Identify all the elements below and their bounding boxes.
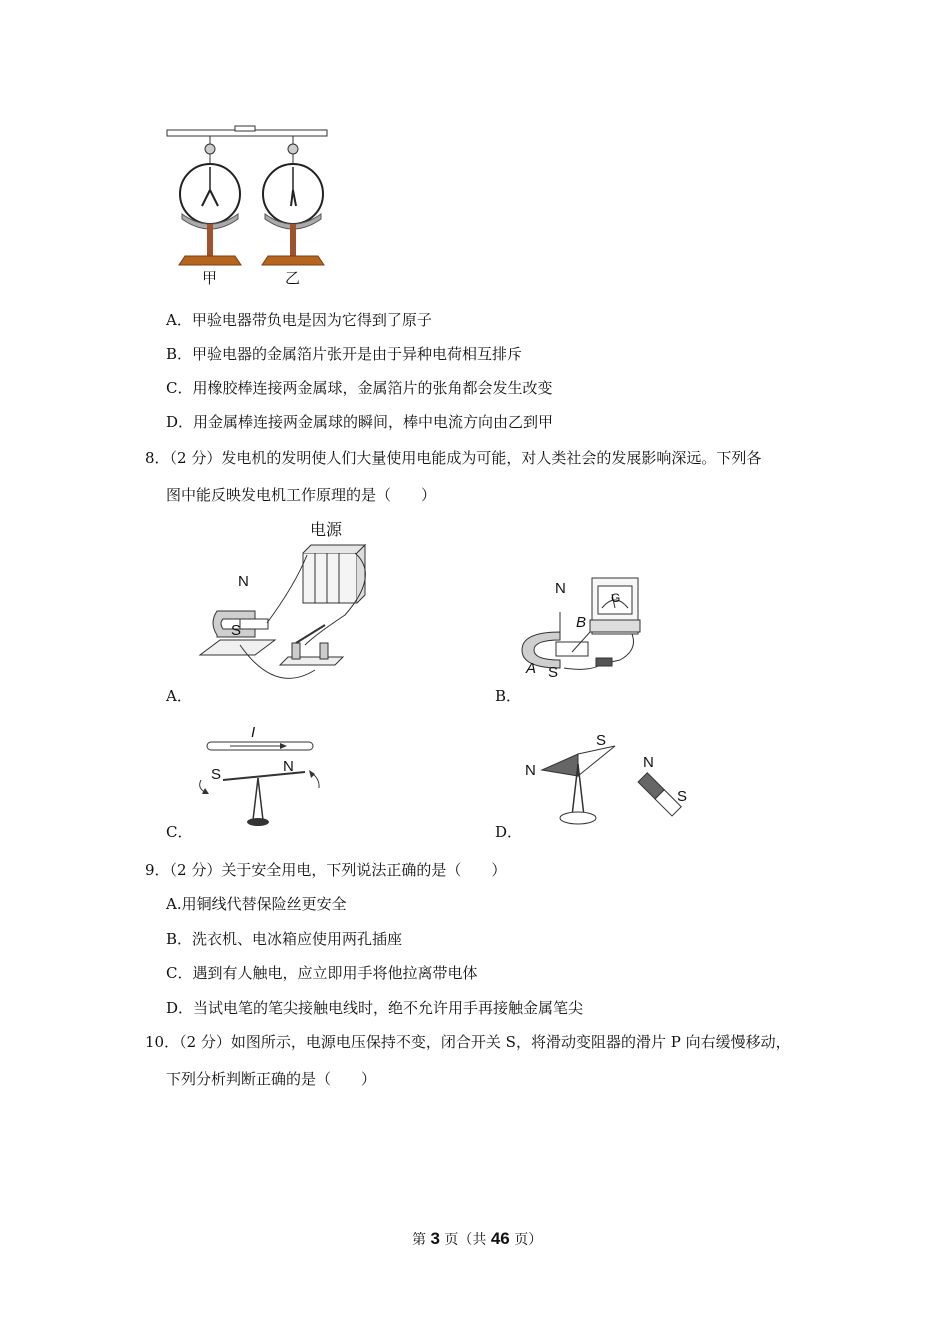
- option-text: 用铜线代替保险丝更安全: [181, 895, 347, 913]
- footer-middle: 页（共: [439, 1232, 491, 1248]
- q8-figure-d: [520, 730, 695, 830]
- fig-b-g-label: G: [611, 591, 621, 605]
- option-text: 用橡胶棒连接两金属球，金属箔片的张角都会发生改变: [192, 379, 553, 397]
- footer-prefix: 第: [412, 1232, 431, 1248]
- fig-b-a-label: A: [526, 660, 537, 677]
- q8-option-a-letter: A．: [166, 687, 192, 705]
- q7-option-c: [166, 378, 553, 398]
- electroscope-drawing: [165, 122, 335, 292]
- question-number: 9．: [145, 861, 170, 879]
- fig-d-needle-n-label: N: [525, 762, 536, 779]
- q9-option-c: [166, 963, 478, 983]
- option-letter: A.: [166, 895, 182, 913]
- question-score: （2 分）: [169, 449, 222, 467]
- q9-stem: [145, 860, 506, 880]
- fig-c-s-label: S: [211, 766, 222, 783]
- q8-stem: [145, 448, 761, 468]
- q8-stem-line2: 图中能反映发电机工作原理的是（ ）: [166, 486, 437, 504]
- electroscope-figure: [165, 122, 335, 292]
- option-text: 遇到有人触电，应立即用手将他拉离带电体: [192, 964, 478, 982]
- question-score: （2 分）: [169, 861, 222, 879]
- option-letter: B．: [166, 345, 193, 363]
- q8-option-c-letter: C．: [166, 823, 193, 841]
- question-score: （2 分）: [179, 1033, 231, 1051]
- option-letter: A．: [166, 311, 192, 329]
- q7-option-a: [166, 310, 432, 330]
- q7-option-b: [166, 344, 522, 364]
- q9-option-b: [166, 929, 402, 949]
- q8-option-b-letter: B．: [495, 687, 522, 705]
- fig-a-s-label: S: [231, 622, 242, 639]
- fig-c-n-label: N: [283, 758, 294, 775]
- fig-d-magnet-n-label: N: [643, 754, 654, 771]
- option-letter: D．: [166, 413, 194, 431]
- question-text: 发电机的发明使人们大量使用电能成为可能，对人类社会的发展影响深远。下列各: [221, 449, 762, 467]
- option-text: 用金属棒连接两金属球的瞬间，棒中电流方向由乙到甲: [193, 413, 554, 431]
- power-source-label: 电源: [310, 522, 343, 539]
- option-text: 当试电笔的笔尖接触电线时，绝不允许用手再接触金属笔尖: [193, 999, 584, 1017]
- current-page-number: 3: [430, 1229, 440, 1248]
- page-footer: [412, 1229, 542, 1249]
- fig-b-s-label: S: [548, 664, 559, 681]
- q7-option-d: [166, 412, 553, 432]
- fig-b-n-label: N: [555, 580, 566, 597]
- motor-with-power-drawing: [195, 515, 375, 690]
- option-letter: C．: [166, 964, 193, 982]
- option-text: 甲验电器带负电是因为它得到了原子: [191, 311, 432, 329]
- fig-a-n-label: N: [238, 573, 249, 590]
- option-letter: B．: [166, 930, 193, 948]
- q9-option-d: [166, 998, 583, 1018]
- option-text: 甲验电器的金属箔片张开是由于异种电荷相互排斥: [192, 345, 523, 363]
- option-letter: C．: [166, 379, 193, 397]
- option-letter: D．: [166, 999, 194, 1017]
- electroscope-label-right: 乙: [285, 270, 301, 287]
- q8-figure-c: [195, 722, 330, 830]
- q8-figure-a: [195, 515, 375, 690]
- question-number: 10．: [145, 1033, 180, 1051]
- q8-figure-b: [520, 572, 650, 684]
- option-text: 洗衣机、电冰箱应使用两孔插座: [192, 930, 403, 948]
- fig-d-magnet-s-label: S: [677, 788, 688, 805]
- fig-c-current-label: I: [251, 724, 256, 741]
- fig-b-b-label: B: [576, 614, 587, 631]
- fig-d-needle-s-label: S: [596, 732, 607, 749]
- electroscope-label-left: 甲: [202, 270, 218, 287]
- q10-stem: [145, 1032, 791, 1052]
- q9-option-a: [166, 894, 347, 914]
- total-page-number: 46: [490, 1229, 510, 1248]
- q8-option-d-letter: D．: [495, 823, 523, 841]
- question-number: 8．: [145, 449, 170, 467]
- q10-stem-line2: 下列分析判断正确的是（ ）: [166, 1070, 377, 1088]
- compass-magnet-drawing: [520, 730, 695, 830]
- question-text: 如图所示，电源电压保持不变，闭合开关 S，将滑动变阻器的滑片 P 向右缓慢移动，: [230, 1033, 791, 1051]
- footer-suffix: 页）: [509, 1232, 543, 1248]
- question-text: 关于安全用电，下列说法正确的是（ ）: [221, 861, 507, 879]
